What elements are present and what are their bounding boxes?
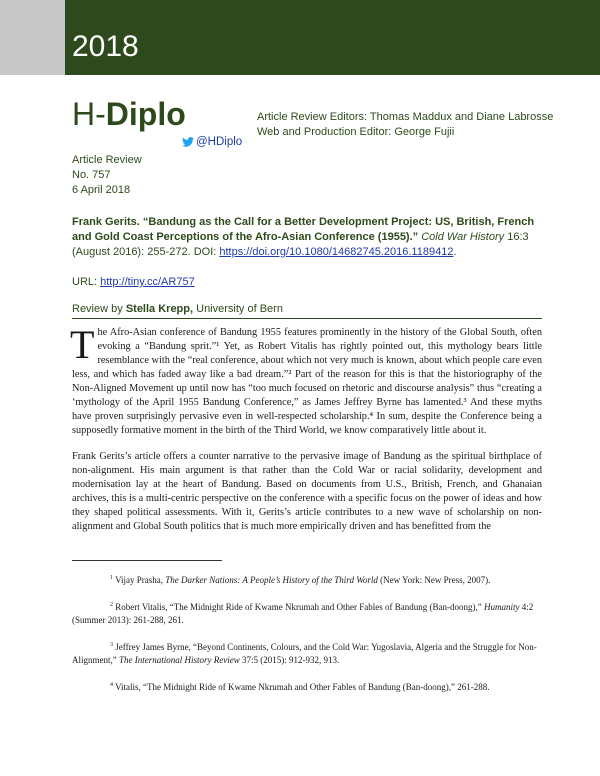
production-editor: Web and Production Editor: George Fujii — [257, 126, 455, 138]
review-date: 6 April 2018 — [72, 184, 131, 196]
reviewer-line — [72, 303, 283, 315]
body-paragraph-1: The Afro-Asian conference of Bandung 1955 features prominently in the history of the Global South, often evoking a “Bandung sprit.”¹ Yet, as Robert Vitalis has rightly pointed out, this mythology bears little resemblance with the “real conference, about which not very much is known, about which people care even less, and which has faded away like a bad dream.”² Part of the reason for this is that the historiography of the Non-Aligned Movement up until now has “too much focused on rhetoric and discourse analysis” thus “creating a ‘mythology of the April 1955 Bandung Conference,” as James Jeffrey Byrne has lamented.³ And these myths have proven surprisingly pervasive even in well-respected scholarship.⁴ In sum, despite the Conference being a supposedly formative moment in the birth of the Third World, we know comparatively little about it. — [70, 322, 542, 436]
footnote-divider — [72, 560, 222, 561]
footnote-2: $^2$ Robert Vitalis, “The Midnight Ride of Kwame Nkrumah and Other Fables of Bandung (Ban-doong),” Humanity 4:2 (Summer 2013): 261-288, 261. — [72, 602, 534, 625]
header-green-banner — [65, 0, 600, 75]
footnote-4: $^4$ Vitalis, “The Midnight Ride of Kwame Nkrumah and Other Fables of Bandung (Ban-doong),” 261-288. — [110, 682, 490, 692]
review-meta — [72, 153, 142, 198]
footnote-3: $^3$ Jeffrey James Byrne, “Beyond Continents, Colours, and the Cold War: Yugoslavia, Algeria and the Struggle for Non-Alignment,” The International History Review 37:5 (2015): 912-932, 913. — [72, 642, 537, 665]
citation-details: 16:3 (August 2016): 255-272. DOI: — [72, 231, 529, 258]
review-editors: Article Review Editors: Thomas Maddux and Diane Labrosse — [257, 111, 554, 123]
reviewer-name: Stella Krepp, — [125, 303, 194, 315]
doi-link[interactable]: https://doi.org/10.1080/14682745.2016.1189412 — [219, 246, 454, 258]
review-number: No. 757 — [72, 169, 111, 181]
body-paragraph-2: Frank Gerits’s article offers a counter narrative to the pervasive image of Bandung as the spiritual birthplace of non-alignment. His main argument is that rather than the Cold War or racial solidarity, development and modernisation lay at the heart of Bandung. Based on documents from U.S., British, French, and Ghanaian archives, this is a multi-centric perspective on the conference with a specific focus on the power of ideas and how they shaped political assessments. With it, Gerits’s article contributes to a new wave of scholarship on non-alignment and Global South politics that is much more empirically driven and has benefitted from the — [72, 451, 542, 532]
url-line — [72, 276, 195, 288]
footnotes — [72, 572, 542, 706]
twitter-link[interactable] — [182, 136, 242, 148]
url-link[interactable]: http://tiny.cc/AR757 — [100, 276, 195, 288]
citation-title: Frank Gerits. “Bandung as the Call for a Better Development Project: US, British, French and Gold Coast Perceptions of the Afro-Asian Conference (1955).” — [72, 216, 535, 243]
review-body — [70, 322, 542, 546]
section-divider — [72, 318, 542, 319]
footnote-1: $^1$ Vijay Prasha, The Darker Nations: A People’s History of the Third World (New York: New Press, 2007). — [110, 575, 491, 585]
url-label: URL: — [72, 276, 98, 288]
review-type: Article Review — [72, 154, 142, 166]
issue-year: 2018 — [72, 30, 139, 63]
drop-cap: T — [70, 322, 95, 367]
header-grey-block — [0, 0, 65, 75]
reviewer-prefix: Review by — [72, 303, 123, 315]
twitter-handle[interactable]: @HDiplo — [196, 136, 243, 148]
citation-journal: Cold War History — [421, 231, 505, 243]
reviewer-affiliation: University of Bern — [196, 303, 283, 315]
hdiplo-logo: H-Diplo — [72, 96, 186, 132]
article-citation: Frank Gerits. “Bandung as the Call for a Better Development Project: US, British, French and Gold Coast Perceptions of the Afro-Asian Conference (1955).” Cold War History 16:3 (August 2016): 255-272. DOI: https://doi.org/10.1080/14682745.2016.1189412. — [72, 216, 535, 258]
twitter-bird-icon — [182, 137, 194, 147]
editors-block — [257, 110, 553, 140]
